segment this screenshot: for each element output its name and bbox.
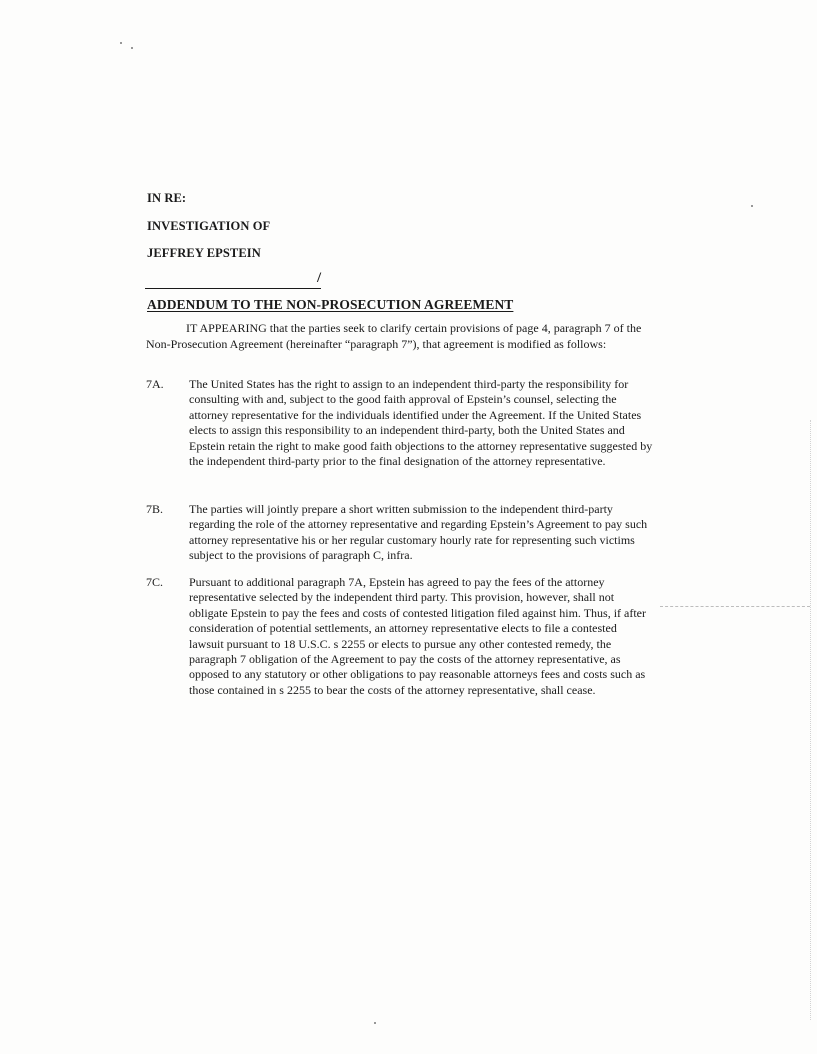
document-heading: ADDENDUM TO THE NON-PROSECUTION AGREEMENT xyxy=(147,297,514,312)
caption-slash: / xyxy=(317,270,322,286)
caption-underline xyxy=(145,288,321,289)
scan-speck xyxy=(751,205,753,207)
scan-speck xyxy=(131,47,133,49)
paragraph-text: The United States has the right to assign to an independent third-party the responsibility for consulting with and, subject to the good faith approval of Epstein’s counsel, selecting the attorney representative for the individuals identified under the Agreement. If the United States elects to assign this responsibility to an independent third-party, both the United States and Epstein retain the right to make good faith objections to the attorney representative suggested by the independent third-party prior to the final designation of the attorney representative. xyxy=(189,377,653,469)
paragraph-number: 7A. xyxy=(146,377,164,391)
scan-edge-shadow xyxy=(810,420,811,1020)
scan-speck xyxy=(120,42,122,44)
caption-in-re: IN RE: xyxy=(147,191,187,205)
paragraph-number: 7C. xyxy=(146,575,164,589)
intro-paragraph: IT APPEARING that the parties seek to clarify certain provisions of page 4, paragraph 7 of the Non-Prosecution Agreement (hereinafter “paragraph 7”), that agreement is modified as follows: xyxy=(146,321,642,351)
caption-investigation-of: INVESTIGATION OF xyxy=(147,219,271,233)
paragraph-number: 7B. xyxy=(146,502,164,516)
scan-artifact-line xyxy=(660,606,810,607)
paragraph-text: The parties will jointly prepare a short written submission to the independent third-party regarding the role of the attorney representative and regarding Epstein’s Agreement to pay such attorney representative his or her regular customary hourly rate for representing such victims subject to the provisions of paragraph C, infra. xyxy=(189,502,648,563)
scan-speck xyxy=(374,1022,376,1024)
paragraph-text: Pursuant to additional paragraph 7A, Epstein has agreed to pay the fees of the attorney representative selected by the independent third party. This provision, however, shall not obligate Epstein to pay the fees and costs of contested litigation filed against him. Thus, if after consideration of potential settlements, an attorney representative elects to file a contested lawsuit pursuant to 18 U.S.C. s 2255 or elects to pursue any other contested remedy, the paragraph 7 obligation of the Agreement to pay the costs of the attorney representative, as opposed to any statutory or other obligations to pay reasonable attorneys fees and costs such as those contained in s 2255 to bear the costs of the attorney representative, shall cease. xyxy=(189,575,646,697)
caption-subject-name: JEFFREY EPSTEIN xyxy=(147,246,261,260)
